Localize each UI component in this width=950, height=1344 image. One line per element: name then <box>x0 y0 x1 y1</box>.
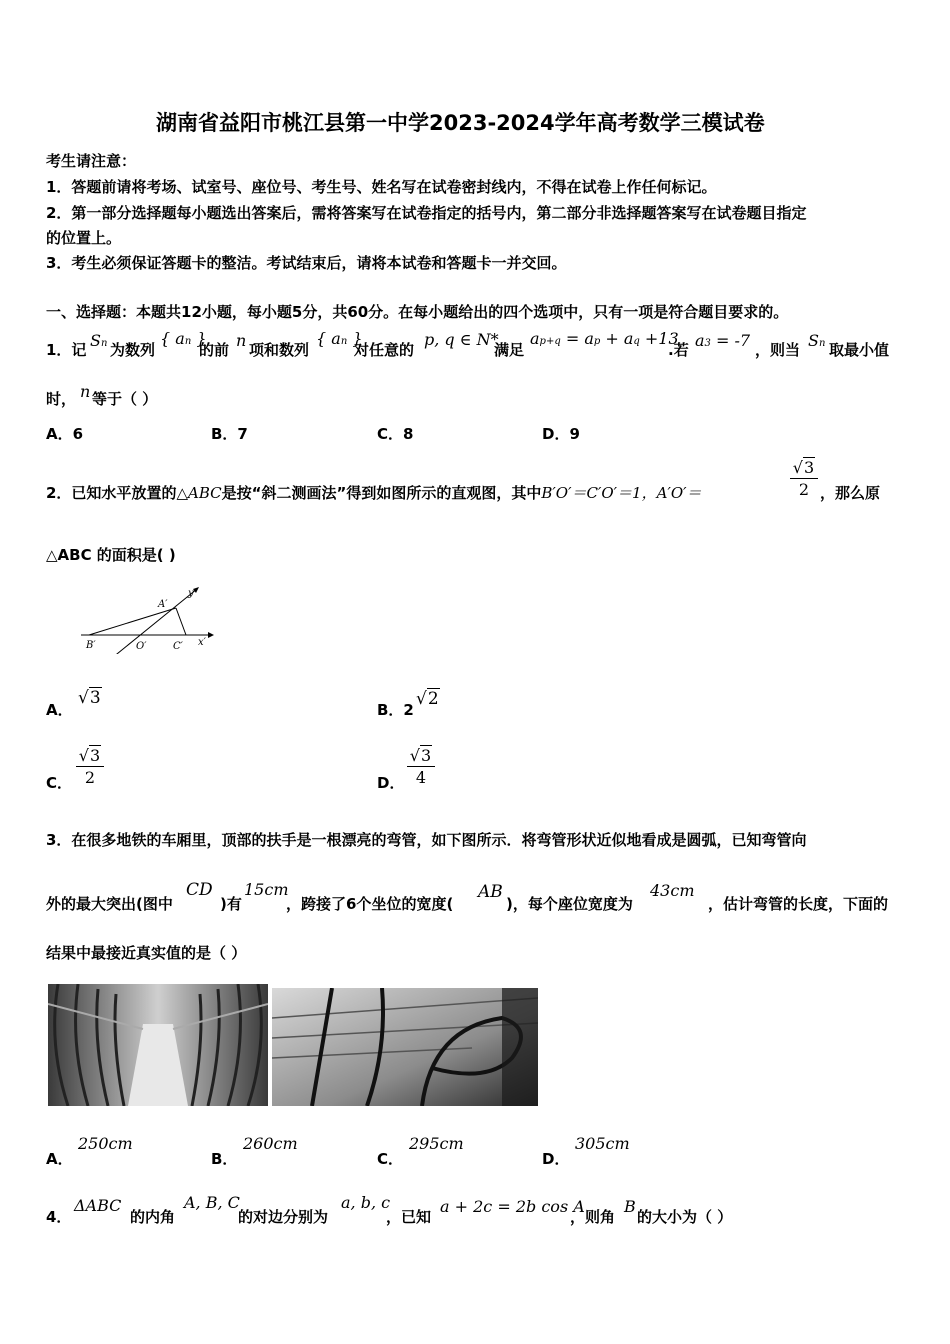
q4-text: 的大小为（ ） <box>637 1208 733 1226</box>
q4-text: ，则角 <box>570 1208 616 1226</box>
q2-option-d[interactable]: D． <box>377 774 405 792</box>
notice-item-2: 2．第一部分选择题每小题选出答案后，需将答案写在试卷指定的括号内，第二部分非选择题答案写在试卷题目指定 <box>46 204 807 222</box>
q3-option-b-value: 260cm <box>243 1134 298 1153</box>
q1-text: 等于（ ） <box>92 390 158 408</box>
q3-15cm: 15cm <box>244 880 289 899</box>
q1-text: 对任意的 <box>354 341 415 359</box>
q1-seq-an: { an } <box>160 329 207 348</box>
q1-seq-an-2: { an } <box>316 329 363 348</box>
q3-option-d[interactable]: D． <box>542 1150 570 1168</box>
q1-recurrence: ap+q = ap + aq +13 <box>530 329 679 348</box>
q3-option-c-value: 295cm <box>409 1134 464 1153</box>
q3-option-a[interactable]: A． <box>46 1150 73 1168</box>
q4-triangle: ΔABC <box>74 1196 122 1215</box>
q3-option-a-value: 250cm <box>78 1134 133 1153</box>
q1-option-c[interactable]: C．8 <box>377 425 414 443</box>
q1-option-b[interactable]: B．7 <box>211 425 248 443</box>
q1-text: 取最小值 <box>829 341 890 359</box>
q2-fraction: $\frac{√3}{2}$ <box>790 458 818 499</box>
q1-pq: p, q ∈ N* <box>424 330 499 349</box>
q3-option-b[interactable]: B． <box>211 1150 238 1168</box>
q3-text: )，每个座位宽度为 <box>506 895 633 913</box>
label-y: y′ <box>188 588 196 599</box>
segment-AC <box>176 608 186 635</box>
q3-text: )有 <box>220 895 242 913</box>
q3-CD: CD <box>186 880 213 900</box>
label-x: x′ <box>198 637 206 648</box>
q3-option-d-value: 305cm <box>575 1134 630 1153</box>
notice-item-3: 3．考生必须保证答题卡的整洁。考试结束后，请将本试卷和答题卡一并交回。 <box>46 254 567 272</box>
q1-text: .若 <box>668 341 689 359</box>
q3-text: ，估计弯管的长度，下面的 <box>708 895 889 913</box>
q2-option-d-value: $\frac{√3}{4}$ <box>407 746 435 787</box>
q3-text: ，跨接了6个坐位的宽度( <box>286 895 454 913</box>
x-axis-arrow <box>208 632 214 638</box>
subway-interior-photo <box>48 984 268 1106</box>
label-O: O′ <box>136 641 147 652</box>
notice-item-1: 1．答题前请将考场、试室号、座位号、考生号、姓名写在试卷密封线内，不得在试卷上作任何标记。 <box>46 178 717 196</box>
q1-text: 1．记 <box>46 341 87 359</box>
q3-option-c[interactable]: C． <box>377 1150 404 1168</box>
q1-n: n <box>236 331 247 350</box>
section-heading: 一、选择题：本题共12小题，每小题5分，共60分。在每小题给出的四个选项中，只有一项是符合题目要求的。 <box>46 303 789 321</box>
q2-text: 2．已知水平放置的△ABC是按“斜二测画法”得到如图所示的直观图，其中B′O′＝C′O′＝1，A′O′＝ <box>46 484 702 502</box>
q2-option-b[interactable]: B．2 <box>377 701 414 719</box>
q2-text: △ABC 的面积是( ) <box>46 546 176 564</box>
q3-text: 外的最大突出(图中 <box>46 895 173 913</box>
q1-option-a[interactable]: A．6 <box>46 425 84 443</box>
q3-text: 结果中最接近真实值的是（ ） <box>46 944 247 962</box>
label-C: C′ <box>173 641 183 652</box>
q1-text: 满足 <box>494 341 525 359</box>
q4-text: 的内角 <box>130 1208 176 1226</box>
q1-option-d[interactable]: D．9 <box>542 425 580 443</box>
q1-Sn: Sn <box>90 331 108 350</box>
notice-heading: 考生请注意： <box>46 152 137 170</box>
q1-text: 时， <box>46 390 77 408</box>
q2-option-a-value: √3 <box>78 688 101 708</box>
q1-text: 项和数列 <box>249 341 310 359</box>
segment-BA <box>89 608 176 635</box>
q1-n: n <box>80 382 91 401</box>
label-B: B′ <box>86 640 96 651</box>
q4-sides: a, b, c <box>341 1193 391 1212</box>
q1-text: ，则当 <box>755 341 801 359</box>
q2-option-c-value: $\frac{√3}{2}$ <box>76 746 104 787</box>
q1-text: 为数列 <box>110 341 156 359</box>
q2-option-a[interactable]: A． <box>46 701 73 719</box>
q1-Sn-2: Sn <box>808 331 826 350</box>
notice-item-2-cont: 的位置上。 <box>46 229 122 247</box>
q2-text: ，那么原 <box>820 484 881 502</box>
q2-option-b-value: √2 <box>416 689 439 709</box>
y-axis-line <box>112 589 197 654</box>
q3-AB: AB <box>478 882 503 902</box>
q1-text: 的前 <box>199 341 230 359</box>
q2-option-c[interactable]: C． <box>46 774 73 792</box>
label-A: A′ <box>158 599 168 610</box>
q4-angle-B: B <box>624 1197 636 1216</box>
q2-figure-diagram <box>76 582 216 654</box>
q4-equation: a + 2c = 2b cos A <box>440 1197 585 1216</box>
q4-number: 4． <box>46 1208 72 1226</box>
page-title: 湖南省益阳市桃江县第一中学2023-2024学年高考数学三模试卷 <box>156 111 765 135</box>
q4-angles: A, B, C <box>184 1193 240 1212</box>
q4-text: 的对边分别为 <box>238 1208 329 1226</box>
curved-handrail-photo <box>272 988 538 1106</box>
q1-a3: a3 = -7 <box>695 331 751 350</box>
q3-text: 3．在很多地铁的车厢里，顶部的扶手是一根漂亮的弯管，如下图所示．将弯管形状近似地看成是圆弧，已知弯管向 <box>46 831 807 849</box>
q3-43cm: 43cm <box>650 881 695 900</box>
q4-text: ，已知 <box>386 1208 432 1226</box>
